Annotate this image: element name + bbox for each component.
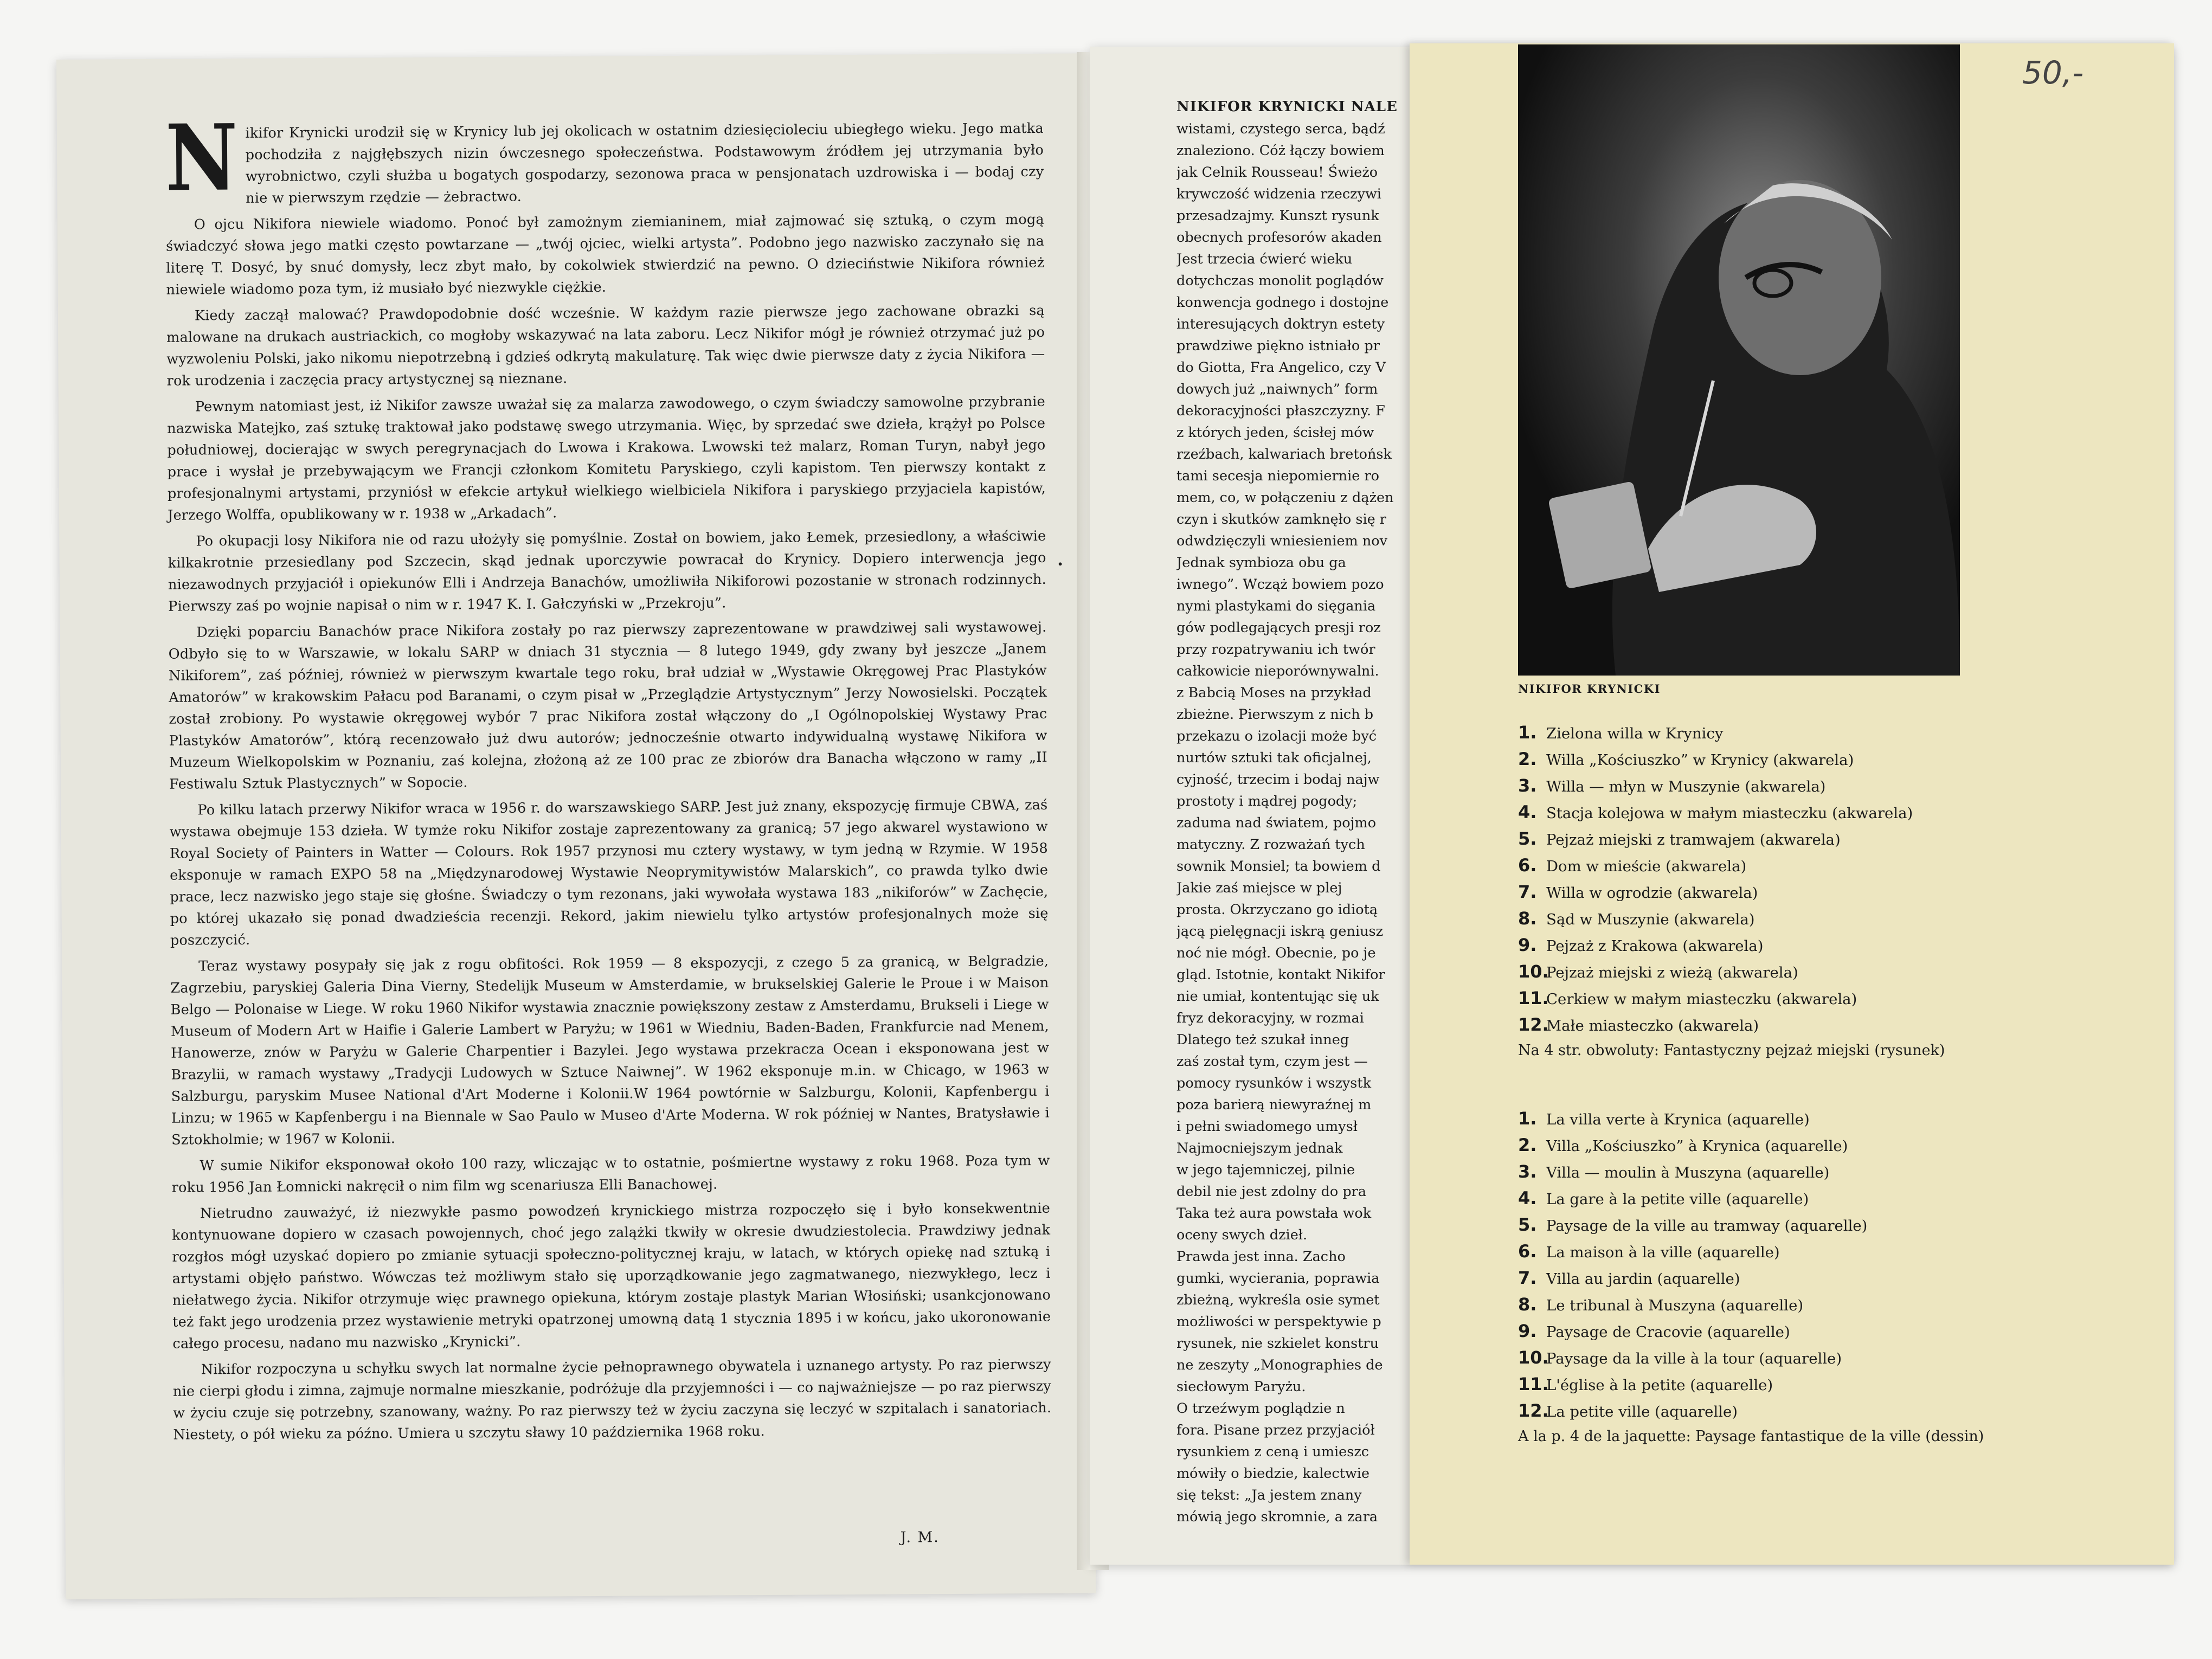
left-page xyxy=(56,53,1096,1599)
right-column-line: Jednak symbioza obu ga xyxy=(1176,555,1346,571)
right-column-line: prostoty i mądrej pogody; xyxy=(1176,793,1358,809)
french-list-item xyxy=(1518,1239,2142,1265)
right-column-line: z Babcią Moses na przykład xyxy=(1176,685,1372,701)
item-number: 4. xyxy=(1518,802,1537,822)
right-column-line: Taka też aura powstała wok xyxy=(1176,1205,1372,1221)
portrait-photo-graphic xyxy=(1518,44,1960,676)
right-column-line: całkowicie nieporównywalni. xyxy=(1176,663,1379,679)
portrait-photo-icon xyxy=(1518,44,1960,676)
stray-mark: • xyxy=(1057,557,1064,571)
essay-paragraph: Kiedy zaczął malować? Prawdopodobnie dość wcześnie. W każdym razie pierwsze jego zachowane obrazki są malowane na drukach austriackich, co mogłoby wskazywać na lata zaboru. Lecz Nikifor mógł je również otrzymać już po wyzwoleniu Polski, jako nikomu niepotrzebną i gdzieś odkrytą makulaturę. Tak więc dwie pierwsze daty z życia Nikifora — rok urodzenia i zaczęcia pracy artystycznej są nieznane. xyxy=(166,302,1045,389)
essay-paragraph: Pewnym natomiast jest, iż Nikifor zawsze uważał się za malarza zawodowego, o czym świadczy samowolne przybranie nazwiska Matejko, zaś sztukę traktował jako podstawę swego utrzymania. Więc, by sprzedać swe dzieła, krążył po Polsce południowej, docierając w swych peregrynacjach do Lwowa i Krakowa. Lwowski też malarz, Roman Turyn, nabył jego prace i wysłał je przebywającym we Francji członkom Komitetu Paryskiego, czyli kapistom. Ten pierwszy kontakt z profesjonalnymi artystami, przyniósł w efekcie artykuł wielkiego wielbiciela Nikifora i paryskiego przyjaciela kapistów, Jerzego Wolffa, opublikowany w r. 1938 w „Arkadach”. xyxy=(167,393,1046,524)
item-number: 12. xyxy=(1518,1014,1549,1035)
item-number: 6. xyxy=(1518,1241,1537,1262)
item-number: 3. xyxy=(1518,1161,1537,1182)
right-column-line: fryz dekoracyjny, w rozmai xyxy=(1176,1010,1364,1026)
right-column-line: do Giotta, Fra Angelico, czy V xyxy=(1176,359,1386,376)
right-column-line: znaleziono. Cóż łączy bowiem xyxy=(1176,143,1385,159)
polish-list-item xyxy=(1518,986,2142,1012)
item-title: Cerkiew w małym miasteczku (akwarela) xyxy=(1546,991,1857,1008)
item-title: La gare à la petite ville (aquarelle) xyxy=(1546,1191,1809,1208)
item-number: 3. xyxy=(1518,775,1537,796)
item-number: 2. xyxy=(1518,749,1537,769)
essay-paragraph: Teraz wystawy posypały się jak z rogu obfitości. Rok 1959 — 8 ekspozycji, z czego 5 za granicą, w Belgradzie, Zagrzebiu, paryskiej Galeria Dina Vierny, Stedelijk Museum w Amsterdamie, w brukselskiej Galerie le Proue i w Maison Belgo — Polonaise w Liege. W roku 1960 Nikifor wystawia znacznie powiększony zestaw z Amsterdamu, Brukseli i Liege w Museum of Modern Art w Haifie i Galerie Lambert w Paryżu; w 1961 w Wiedniu, Baden-Baden, Frankfurcie nad Menem, Hanowerze, znów w Paryżu w Galerie Charpentier i Bazylei. Jego wystawa przekracza Ocean i eksponowana jest w Brazylii, w ramach wystawy „Tradycji Ludowych w Sztuce Naiwnej”. W 1962 eksponuje m.in. w Chicago, w 1963 w Salzburgu, paryskim Musee National d'Art Moderne i Kolonii.W 1964 powtórnie w Salzburgu, Kolonii, Kapfenbergu i Linzu; w 1965 w Kapfenbergu i na Biennale w Sao Paulo w Museo d'Arte Moderna. W rok później w Nantes, Bratysławie i Sztokholmie; w 1967 w Kolonii. xyxy=(170,953,1050,1148)
item-number: 1. xyxy=(1518,1108,1537,1129)
essay-text xyxy=(165,105,1052,1450)
essay-paragraph: W sumie Nikifor eksponował około 100 razy, wliczając w to ostatnie, pośmiertne wystawy z roku 1968. Poza tym w roku 1956 Jan Łomnicki nakręcił o nim film wg scenariusza Elli Banachowej. xyxy=(171,1152,1050,1196)
right-column-line: Prawda jest inna. Zacho xyxy=(1176,1249,1346,1265)
french-list-item xyxy=(1518,1133,2142,1159)
right-column-line: nurtów sztuki tak oficjalnej, xyxy=(1176,750,1372,766)
item-title: Willa — młyn w Muszynie (akwarela) xyxy=(1546,778,1826,795)
polish-list-item xyxy=(1518,879,2142,906)
right-column-line: rysunek, nie szkielet konstru xyxy=(1176,1335,1379,1352)
polish-list-item xyxy=(1518,853,2142,879)
polish-list-item xyxy=(1518,826,2142,853)
right-column-line: czyn i skutków zamknęło się r xyxy=(1176,511,1386,528)
item-title: Sąd w Muszynie (akwarela) xyxy=(1546,911,1755,928)
item-title: Willa „Kościuszko” w Krynicy (akwarela) xyxy=(1546,751,1854,769)
right-column-line: i pełni swiadomego umysł xyxy=(1176,1118,1358,1135)
french-list-item xyxy=(1518,1212,2142,1239)
polish-list-item xyxy=(1518,800,2142,826)
right-column-line: mem, co, w połączeniu z dążen xyxy=(1176,490,1394,506)
right-column-line: dotychczas monolit poglądów xyxy=(1176,273,1384,289)
right-column-line: w jego tajemniczej, pilnie xyxy=(1176,1162,1355,1178)
right-column-line: zaduma nad światem, pojmo xyxy=(1176,815,1377,831)
item-title: Willa w ogrodzie (akwarela) xyxy=(1546,884,1758,902)
right-column-line: poza barierą niewyraźnej m xyxy=(1176,1097,1372,1113)
right-column-line: nymi plastykami do sięgania xyxy=(1176,598,1376,614)
right-column-line: oceny swych dzieł. xyxy=(1176,1227,1308,1243)
right-column-line: prosta. Okrzyczano go idiotą xyxy=(1176,902,1378,918)
item-number: 10. xyxy=(1518,1347,1549,1368)
right-column-line: przesadzajmy. Kunszt rysunk xyxy=(1176,208,1379,224)
insert-card xyxy=(1410,43,2174,1565)
right-column-line: siecłowym Paryżu. xyxy=(1176,1379,1306,1395)
right-column-line: matyczny. Z rozważań tych xyxy=(1176,837,1365,853)
right-column-line: mówią jego skromnie, a zara xyxy=(1176,1509,1378,1525)
polish-list-item xyxy=(1518,906,2142,933)
item-number: 11. xyxy=(1518,1374,1549,1394)
right-column-heading: NIKIFOR KRYNICKI NALE xyxy=(1176,99,1398,115)
item-title: Villa „Kościuszko” à Krynica (aquarelle) xyxy=(1546,1137,1848,1155)
french-list-item xyxy=(1518,1106,2142,1133)
right-column-line: jącą pielęgnacji iskrą geniusz xyxy=(1176,923,1384,940)
essay-paragraph: Nikifor rozpoczyna u schyłku swych lat normalne życie pełnoprawnego obywatela i uznanego artysty. Po raz pierwszy nie cierpi głodu i zimna, zajmuje normalne mieszkanie, podróżuje dla przyjemności i — co najważniejsze — po raz pierwszy w życiu czuje się potrzebny, szanowany, ważny. Po raz pierwszy też w życiu zaczyna się leczyć w szpitalach i sanatoriach. Niestety, o pół wieku za późno. Umiera u szczytu sławy 10 października 1968 roku. xyxy=(172,1356,1052,1443)
item-title: Paysage de la ville au tramway (aquarelle) xyxy=(1546,1217,1868,1234)
item-number: 5. xyxy=(1518,828,1537,849)
right-column-line: się tekst: „Ja jestem znany xyxy=(1176,1487,1362,1503)
item-number: 11. xyxy=(1518,988,1549,1008)
essay-paragraph: O ojcu Nikifora niewiele wiadomo. Ponoć był zamożnym ziemianinem, miał zajmować się sztuką, o czym mogą świadczyć słowa jego matki często powtarzane — „twój ojciec, wielki artysta”. Podobno jego nazwisko zaczynało się na literę T. Dosyć, by snuć domysły, lecz zbyt mało, by cokolwiek stwierdzić na pewno. O dzieciństwie Nikifora również niewiele wiadomo poza tym, iż musiało być niezwykle ciężkie. xyxy=(166,211,1045,298)
right-column-line: Dlatego też szukał inneg xyxy=(1176,1032,1349,1048)
right-column-line: interesujących doktryn estety xyxy=(1176,316,1385,332)
right-column-line: pomocy rysunków i wszystk xyxy=(1176,1075,1372,1091)
right-column-line: ne zeszyty „Monographies de xyxy=(1176,1357,1383,1373)
item-title: La petite ville (aquarelle) xyxy=(1546,1403,1738,1420)
polish-items xyxy=(1518,720,2142,1039)
french-list-item xyxy=(1518,1292,2142,1319)
right-column-line: jak Celnik Rousseau! Świeżo xyxy=(1176,164,1378,181)
item-number: 4. xyxy=(1518,1188,1537,1208)
right-column-line: dowych już „naiwnych” form xyxy=(1176,381,1378,397)
item-title: Stacja kolejowa w małym miasteczku (akwarela) xyxy=(1546,805,1913,822)
item-title: La maison à la ville (aquarelle) xyxy=(1546,1244,1780,1261)
item-title: Małe miasteczko (akwarela) xyxy=(1546,1017,1759,1034)
item-title: La villa verte à Krynica (aquarelle) xyxy=(1546,1111,1810,1128)
right-column-line: wistami, czystego serca, bądź xyxy=(1176,121,1385,137)
right-column-line: cyjność, trzecim i bodaj najw xyxy=(1176,771,1380,788)
right-column-line: noć nie mógł. Obecnie, po je xyxy=(1176,945,1376,961)
french-works-list xyxy=(1518,1106,2142,1446)
right-column-line: prawdziwe piękno istniało pr xyxy=(1176,338,1380,354)
item-title: Paysage da la ville à la tour (aquarelle) xyxy=(1546,1350,1842,1367)
right-column-line: możliwości w perspektywie p xyxy=(1176,1314,1381,1330)
item-number: 7. xyxy=(1518,882,1537,902)
right-column-line: tami secesja niepomiernie ro xyxy=(1176,468,1380,484)
right-column-lines xyxy=(1176,118,1404,1528)
right-column-line: krywczość widzenia rzeczywi xyxy=(1176,186,1381,202)
french-list-item xyxy=(1518,1319,2142,1345)
french-list-item xyxy=(1518,1265,2142,1292)
essay-paragraph: Dzięki poparciu Banachów prace Nikifora zostały po raz pierwszy zaprezentowane w prawdziwej sali wystawowej. Odbyło się to w Warszawie, w lokalu SARP w dniach 31 stycznia — 8 lutego 1949, gdy zwany był jeszcze „Janem Nikiforem”, zaś później, również w pierwszym kwartale tego roku, brał udział w „Wystawie Okręgowej Prac Plastyków Amatorów” w krakowskim Pałacu pod Baranami, o czym pisał w „Przeglądzie Artystycznym” Jerzy Nowosielski. Początek został zrobiony. Po wystawie okręgowej wybór 7 prac Nikifora został włączony do „I Ogólnopolskiej Wystawy Prac Plastyków Amatorów”, którą recenzowało już dwu autorów; jednocześnie otwarto indywidualną wystawę Nikifora w Muzeum Wielkopolskim w Poznaniu, zaś kolejna, złożoną aż ze 100 prac ze zbiorów dra Banacha włączono w ramy „II Festiwalu Sztuk Plastycznych” w Sopocie. xyxy=(168,619,1047,793)
item-number: 9. xyxy=(1518,1321,1537,1341)
right-column-line: fora. Pisane przez przyjaciół xyxy=(1176,1422,1375,1438)
polish-list-item xyxy=(1518,747,2142,773)
right-column-line: Jakie zaś miejsce w plej xyxy=(1176,880,1342,896)
photo-caption: NIKIFOR KRYNICKI xyxy=(1518,682,1661,696)
right-column-line: obecnych profesorów akaden xyxy=(1176,229,1382,246)
right-column-line: rzeźbach, kalwariach bretońsk xyxy=(1176,446,1392,462)
french-items xyxy=(1518,1106,2142,1425)
polish-list-item xyxy=(1518,933,2142,959)
item-number: 5. xyxy=(1518,1214,1537,1235)
item-title: Pejzaż z Krakowa (akwarela) xyxy=(1546,937,1764,955)
right-column-line: O trzeźwym poglądzie n xyxy=(1176,1400,1345,1417)
essay-paragraph: Po kilku latach przerwy Nikifor wraca w 1956 r. do warszawskiego SARP. Jest już znany, ekspozycję firmuje CBWA, zaś wystawa obejmuje 153 dzieła. W tymże roku Nikifor zostaje zaprezentowany za granicą; 57 jego akwarel wystawiono w Royal Society of Painters in Watter — Colours. Rok 1957 przynosi mu cztery wystawy, w tym jedną w Rzymie. W 1958 eksponuje w ramach EXPO 58 na „Międzynarodowej Wystawie Neoprymitywistów Malarskich”, co prawda tylko dwie prace, lecz nazwisko jego staje się głośne. Świadczy o tym rezonans, jaki wywołała wystawa 183 „nikiforów” w Zachęcie, po której ukazało się ponad dwadzieścia recenzji. Rekord, jakim niewielu tylko artystów profesjonalnych może się poszczycić. xyxy=(169,796,1049,949)
right-column-text xyxy=(1176,99,1404,1528)
drop-cap: N xyxy=(165,105,239,212)
item-number: 12. xyxy=(1518,1400,1549,1421)
right-column-line: nie umiał, kontentując się uk xyxy=(1176,988,1379,1005)
right-column-line: konwencja godnego i dostojne xyxy=(1176,294,1389,311)
item-number: 1. xyxy=(1518,722,1537,743)
right-column-line: mówiły o biedzie, kalectwie xyxy=(1176,1465,1370,1482)
polish-list-item xyxy=(1518,959,2142,986)
right-column-line: odwdzięczyli wniesieniem nov xyxy=(1176,533,1388,549)
item-number: 2. xyxy=(1518,1135,1537,1155)
right-column-line: zaś został tym, czym jest — xyxy=(1176,1053,1368,1070)
item-number: 7. xyxy=(1518,1268,1537,1288)
right-column-line: przy rozpatrywaniu ich twór xyxy=(1176,641,1375,658)
item-title: Pejzaż miejski z wieżą (akwarela) xyxy=(1546,964,1798,981)
item-number: 6. xyxy=(1518,855,1537,876)
right-column-line: sownik Monsiel; ta bowiem d xyxy=(1176,858,1381,874)
item-title: Villa au jardin (aquarelle) xyxy=(1546,1270,1740,1288)
right-column-line: zbieżne. Pierwszym z nich b xyxy=(1176,706,1374,723)
right-column-line: gów podlegających presji roz xyxy=(1176,620,1381,636)
right-column-line: rysunkiem z ceną i umieszc xyxy=(1176,1444,1369,1460)
right-column-line: dekoracyjności płaszczyzny. F xyxy=(1176,403,1385,419)
item-title: Paysage de Cracovie (aquarelle) xyxy=(1546,1323,1790,1341)
right-column-line: przekazu o izolacji może być xyxy=(1176,728,1377,744)
item-number: 8. xyxy=(1518,1294,1537,1315)
right-column-line: z których jeden, ścisłej mów xyxy=(1176,425,1374,441)
polish-works-list xyxy=(1518,720,2142,1060)
polish-list-item xyxy=(1518,773,2142,800)
essay-paragraph: Po okupacji losy Nikifora nie od razu ułożyły się pomyślnie. Został on bowiem, jako Łemek, przesiedlony, a właściwie kilkakrotnie przesiedlany pod Szczecin, skąd jednak uporczywie powracał do Krynicy. Dopiero interwencja jego niezawodnych przyjaciół i opiekunów Elli i Andrzeja Banachów, umożliwiła Nikiforowi pozostanie w stronach rodzinnych. Pierwszy zaś po wojnie napisał o nim w r. 1947 K. I. Gałczyński w „Przekroju”. xyxy=(168,528,1046,615)
right-column-line: gumki, wycierania, poprawia xyxy=(1176,1270,1380,1287)
french-cover-note: A la p. 4 de la jaquette: Paysage fantastique de la ville (dessin) xyxy=(1518,1428,1984,1445)
right-column-line: iwnego”. Wcząż bowiem pozo xyxy=(1176,576,1384,593)
polish-cover-note: Na 4 str. obwoluty: Fantastyczny pejzaż miejski (rysunek) xyxy=(1518,1042,1945,1059)
right-column-line: Jest trzecia ćwierć wieku xyxy=(1176,251,1353,267)
right-column-line: Najmocniejszym jednak xyxy=(1176,1140,1343,1156)
right-column-line: debil nie jest zdolny do pra xyxy=(1176,1184,1367,1200)
item-number: 8. xyxy=(1518,908,1537,929)
item-number: 9. xyxy=(1518,935,1537,955)
handwritten-price: 50,- xyxy=(2022,54,2084,91)
polish-list-item xyxy=(1518,1012,2142,1039)
item-number: 10. xyxy=(1518,961,1549,982)
french-list-item xyxy=(1518,1398,2142,1425)
author-signature: J. M. xyxy=(900,1529,940,1546)
french-list-item xyxy=(1518,1372,2142,1398)
item-title: Zielona willa w Krynicy xyxy=(1546,725,1724,742)
french-list-item xyxy=(1518,1159,2142,1186)
essay-paragraph: Nikifor Krynicki urodził się w Krynicy lub jej okolicach w ostatnim dziesięcioleciu ubiegłego wieku. Jego matka pochodziła z najgłębszych nizin ówczesnego społeczeństwa. Podstawowym źródłem jej utrzymania było wyrobnictwo, czyli służba u bogatych gospodarzy, sezonowa praca w pensjonatach uzdrowiska i — bodaj czy nie w pierwszym rzędzie — żebractwo. xyxy=(165,105,1044,212)
right-column-line: gląd. Istotnie, kontakt Nikifor xyxy=(1176,967,1385,983)
right-column-line: zbieżną, wykreśla osie symet xyxy=(1176,1292,1380,1308)
french-list-item xyxy=(1518,1186,2142,1212)
item-title: Dom w mieście (akwarela) xyxy=(1546,858,1747,875)
item-title: Villa — moulin à Muszyna (aquarelle) xyxy=(1546,1164,1830,1181)
polish-list-item xyxy=(1518,720,2142,747)
item-title: Le tribunal à Muszyna (aquarelle) xyxy=(1546,1297,1804,1314)
item-title: L'église à la petite (aquarelle) xyxy=(1546,1377,1773,1394)
french-list-item xyxy=(1518,1345,2142,1372)
item-title: Pejzaż miejski z tramwajem (akwarela) xyxy=(1546,831,1841,848)
essay-paragraph: Nietrudno zauważyć, iż niezwykłe pasmo powodzeń krynickiego mistrza rozpoczęło się i było konsekwentnie kontynuowane dopiero w czasach powojennych, choć jego zalążki tkwiły w okresie dwudziestolecia. Prawdziwy jednak rozgłos mógł uzyskać dopiero po zmianie sytuacji społeczno-politycznej kraju, w latach, w których opiekę nad sztuką i artystami objęło państwo. Wówczas też możliwym stało się uporządkowanie jego zagmatwanego, niezwykłego, lecz i niełatwego życia. Nikifor otrzymuje więc prawnego opiekuna, którym zostaje plastyk Marian Włosiński; usankcjonowano też fakt jego urodzenia przez wystawienie metryki opatrzonej umowną datą 1 stycznia 1895 i w końcu, jako ukoronowanie całego procesu, nadano mu nazwisko „Krynicki”. xyxy=(172,1200,1051,1352)
